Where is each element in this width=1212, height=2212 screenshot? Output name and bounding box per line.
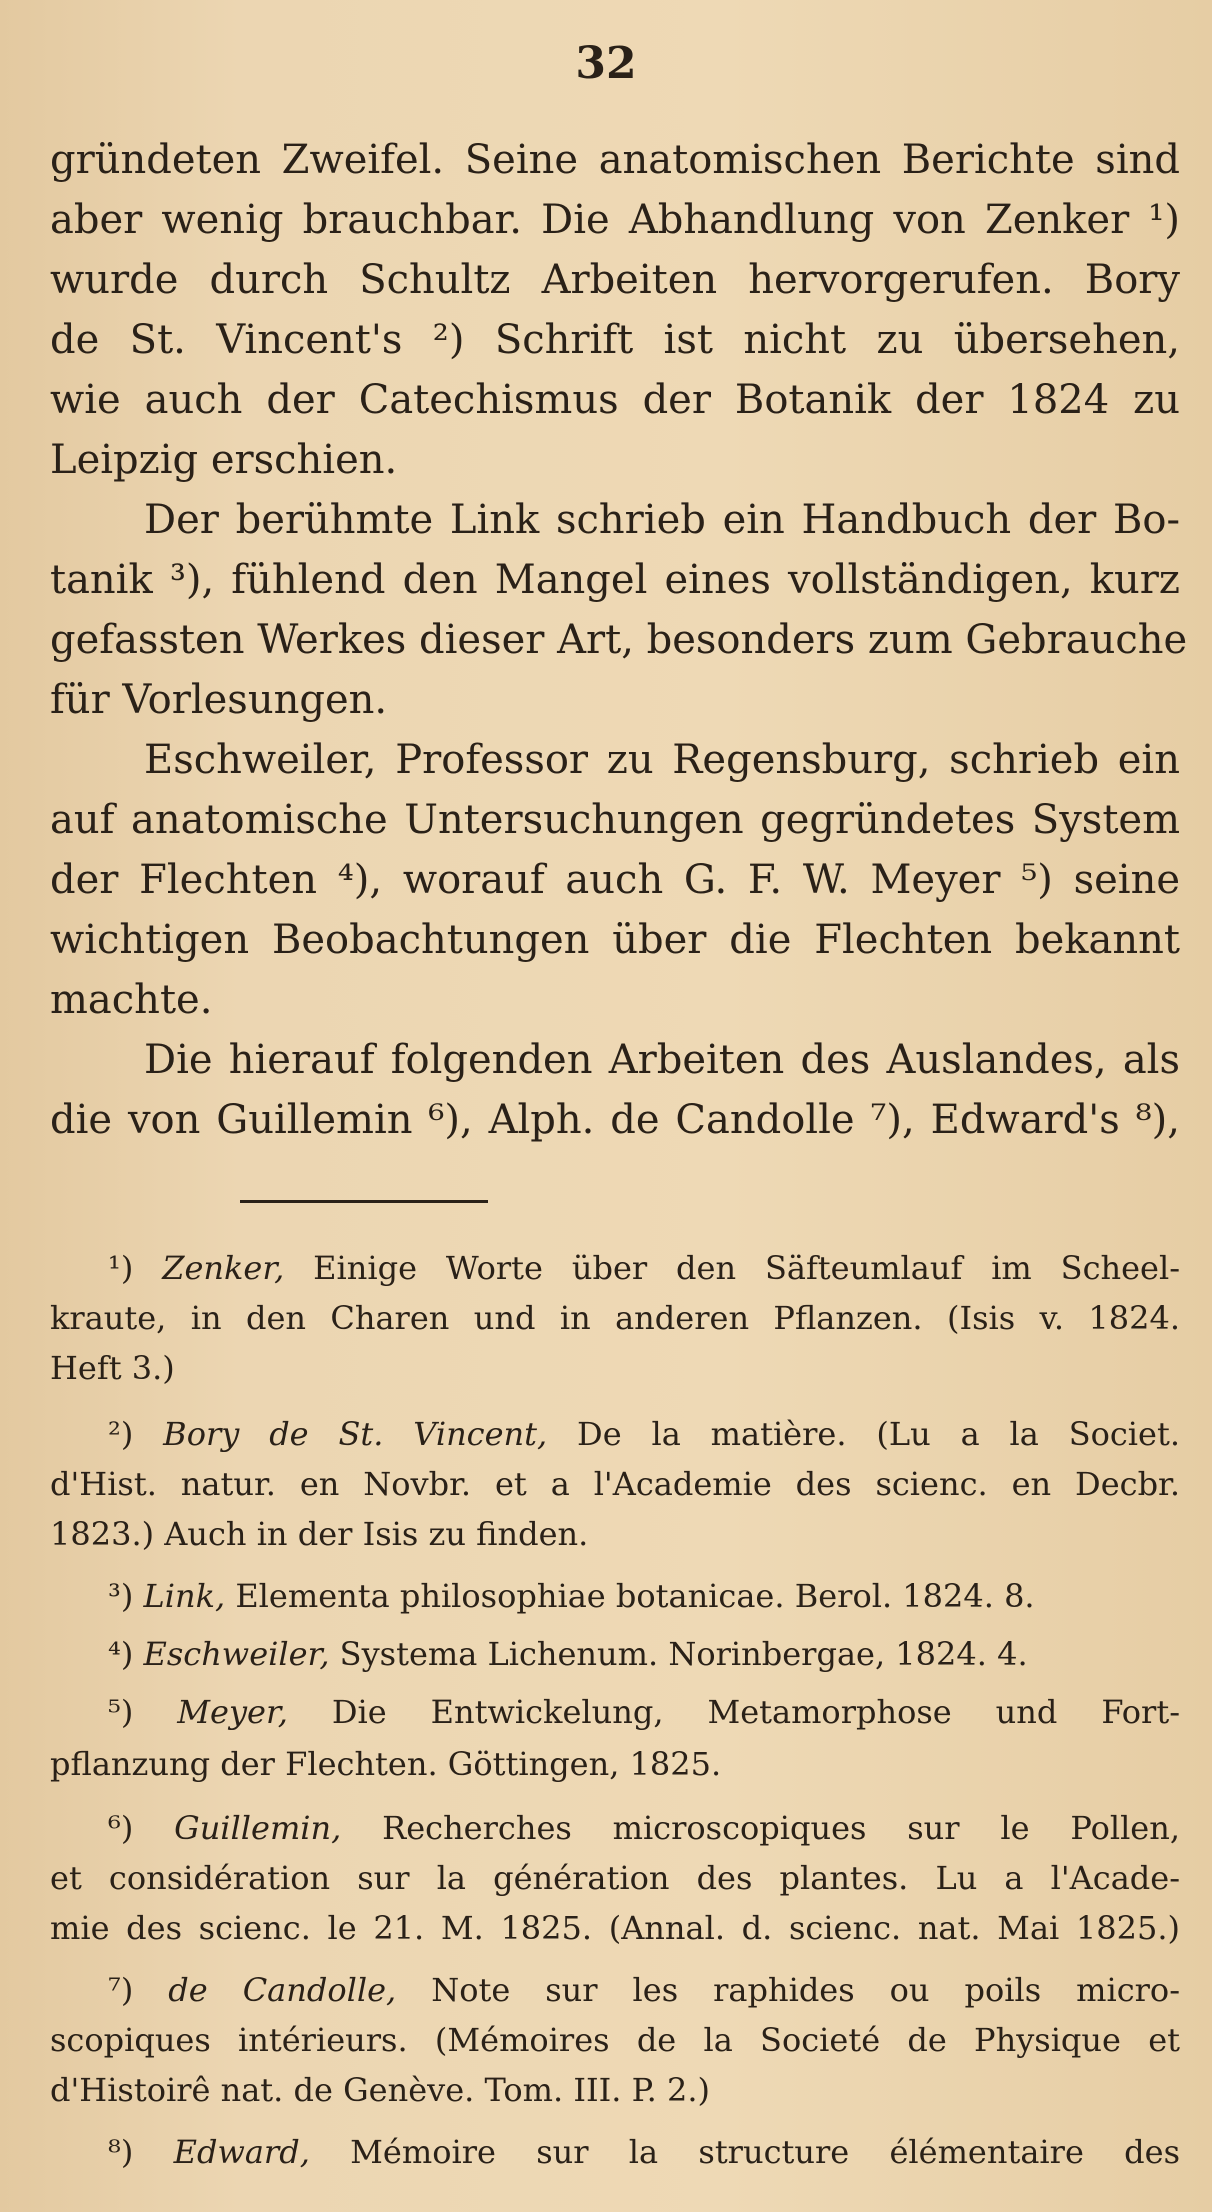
footnote-author: Eschweiler, <box>143 1635 330 1673</box>
footnote-text: Die Entwickelung, Metamorphose und Fort- <box>331 1693 1180 1731</box>
footnote-mark: ²) <box>108 1415 134 1453</box>
footnote-line: mie des scienc. le 21. M. 1825. (Annal. d. scienc. nat. Mai 1825.) <box>50 1909 1180 1947</box>
footnote-text: Systema Lichenum. Norinbergae, 1824. 4. <box>339 1635 1028 1673</box>
footnote-mark: ⁸) <box>108 2133 134 2171</box>
footnote-5 <box>108 1693 1180 1731</box>
footnote-2 <box>108 1415 1180 1453</box>
footnote-8 <box>108 2133 1181 2171</box>
body-line: tanik ³), fühlend den Mangel eines vollständigen, kurz <box>50 557 1180 603</box>
footnote-text: Elementa philosophiae botanicae. Berol. 1824. 8. <box>235 1577 1035 1615</box>
footnote-text: Recherches microscopiques sur le Pollen, <box>382 1809 1181 1847</box>
footnote-text: De la matière. (Lu a la Societ. <box>577 1415 1180 1453</box>
footnote-line: 1823.) Auch in der Isis zu finden. <box>50 1515 589 1553</box>
page-number: 32 <box>575 38 637 89</box>
footnote-6 <box>108 1809 1181 1847</box>
body-line: Die hierauf folgenden Arbeiten des Auslandes, als <box>144 1037 1180 1083</box>
footnote-line: scopiques intérieurs. (Mémoires de la Societé de Physique et <box>50 2021 1180 2059</box>
footnote-text: Einige Worte über den Säfteumlauf im Scheel- <box>313 1249 1181 1287</box>
body-line: gründeten Zweifel. Seine anatomischen Berichte sind <box>50 137 1180 183</box>
footnote-text: Note sur les raphides ou poils micro- <box>431 1971 1181 2009</box>
body-line: gefassten Werkes dieser Art, besonders zum Gebrauche <box>50 617 1188 663</box>
footnote-author: Guillemin, <box>174 1809 342 1847</box>
footnote-line: kraute, in den Charen und in anderen Pflanzen. (Isis v. 1824. <box>50 1299 1180 1337</box>
body-line: Eschweiler, Professor zu Regensburg, schrieb ein <box>144 737 1180 783</box>
footnote-4 <box>108 1635 1180 1673</box>
footnote-mark: ¹) <box>108 1249 134 1287</box>
body-line: wichtigen Beobachtungen über die Flechten bekannt <box>50 917 1180 963</box>
body-line: de St. Vincent's ²) Schrift ist nicht zu übersehen, <box>50 317 1180 363</box>
body-line: für Vorlesungen. <box>50 677 388 723</box>
body-line: machte. <box>50 977 213 1023</box>
body-line: der Flechten ⁴), worauf auch G. F. W. Meyer ⁵) seine <box>50 857 1180 903</box>
footnote-mark: ³) <box>108 1577 134 1615</box>
body-line: auf anatomische Untersuchungen gegründetes System <box>50 797 1180 843</box>
footnote-author: Meyer, <box>177 1693 288 1731</box>
body-line: die von Guillemin ⁶), Alph. de Candolle ⁷), Edward's ⁸), <box>50 1097 1180 1143</box>
footnote-mark: ⁴) <box>108 1635 134 1673</box>
footnote-line: et considération sur la génération des plantes. Lu a l'Acade- <box>50 1859 1180 1897</box>
footnote-7 <box>108 1971 1181 2009</box>
footnote-3 <box>108 1577 1180 1615</box>
footnote-author: Bory de St. Vincent, <box>163 1415 548 1453</box>
body-line: aber wenig brauchbar. Die Abhandlung von Zenker ¹) <box>50 197 1180 243</box>
body-line: Der berühmte Link schrieb ein Handbuch der Bo- <box>144 497 1180 543</box>
body-line: wie auch der Catechismus der Botanik der 1824 zu <box>50 377 1180 423</box>
footnote-line: d'Hist. natur. en Novbr. et a l'Academie des scienc. en Decbr. <box>50 1465 1180 1503</box>
footnote-1 <box>108 1249 1181 1287</box>
footnote-mark: ⁶) <box>108 1809 134 1847</box>
body-line: wurde durch Schultz Arbeiten hervorgerufen. Bory <box>50 257 1180 303</box>
footnote-line: Heft 3.) <box>50 1349 175 1387</box>
footnote-mark: ⁷) <box>108 1971 134 2009</box>
footnote-author: de Candolle, <box>168 1971 397 2009</box>
footnote-line: d'Histoirê nat. de Genève. Tom. III. P. 2.) <box>50 2071 710 2109</box>
footnote-divider <box>240 1200 488 1203</box>
footnote-author: Link, <box>143 1577 226 1615</box>
footnote-text: Mémoire sur la structure élémentaire des <box>350 2133 1181 2171</box>
footnote-author: Zenker, <box>162 1249 285 1287</box>
footnote-mark: ⁵) <box>108 1693 134 1731</box>
body-line: Leipzig erschien. <box>50 437 398 483</box>
footnote-author: Edward, <box>173 2133 310 2171</box>
footnote-line: pflanzung der Flechten. Göttingen, 1825. <box>50 1745 722 1783</box>
